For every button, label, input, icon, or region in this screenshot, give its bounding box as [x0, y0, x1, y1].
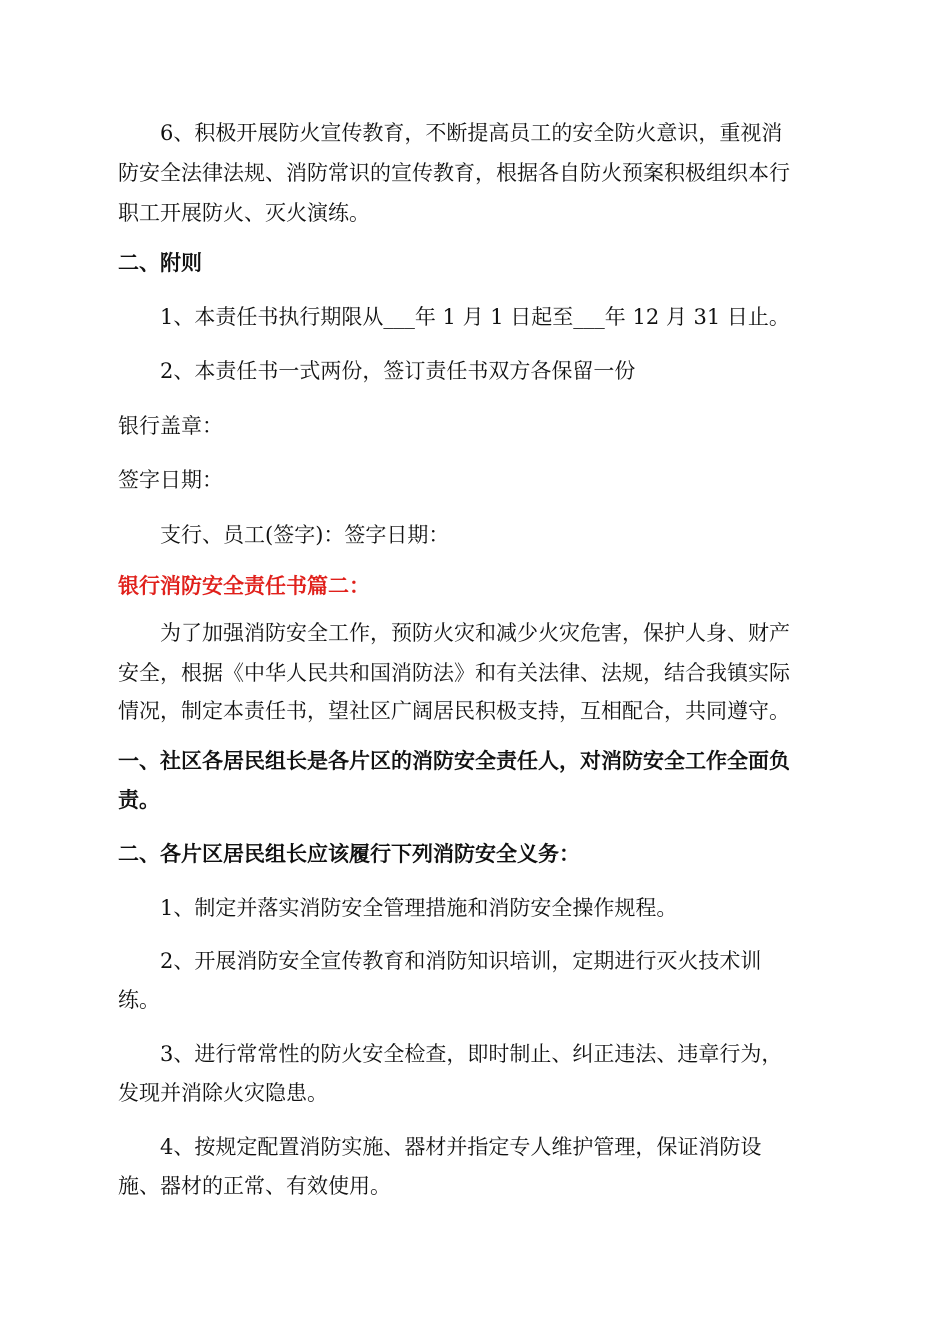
part-two-title: 银行消防安全责任书篇二：: [118, 574, 370, 598]
heading-appendix: 二、附则: [118, 251, 202, 275]
duty-item-3-line-1: 3、进行常常性的防火安全检查，即时制止、纠正违法、违章行为，: [160, 1042, 783, 1066]
duty-item-2-line-1: 2、开展消防安全宣传教育和消防知识培训，定期进行灭火技术训: [160, 949, 762, 973]
branch-sign-label: 支行、员工(签字)：签字日期：: [160, 523, 450, 547]
sign-date-label: 签字日期：: [118, 468, 223, 492]
duty-item-2-line-2: 练。: [118, 988, 160, 1012]
duty-item-4-line-2: 施、器材的正常、有效使用。: [118, 1174, 391, 1198]
bank-seal-label: 银行盖章：: [118, 414, 223, 438]
duty-item-1: 1、制定并落实消防安全管理措施和消防安全操作规程。: [160, 896, 678, 920]
paragraph-6-line-3: 职工开展防火、灭火演练。: [118, 201, 370, 225]
duty-item-3-line-2: 发现并消除火灾隐患。: [118, 1081, 328, 1105]
section-1-line-2: 责。: [118, 788, 160, 812]
duty-item-4-line-1: 4、按规定配置消防实施、器材并指定专人维护管理，保证消防设: [160, 1135, 762, 1159]
paragraph-6-line-2: 防安全法律法规、消防常识的宣传教育，根据各自防火预案积极组织本行: [118, 161, 790, 185]
paragraph-6-line-1: 6、积极开展防火宣传教育，不断提高员工的安全防火意识，重视消: [160, 121, 783, 145]
appendix-item-2: 2、本责任书一式两份，签订责任书双方各保留一份: [160, 359, 636, 383]
section-2-heading: 二、各片区居民组长应该履行下列消防安全义务：: [118, 842, 580, 866]
section-1-line-1: 一、社区各居民组长是各片区的消防安全责任人，对消防安全工作全面负: [118, 749, 790, 773]
appendix-item-1: 1、本责任书执行期限从___年 1 月 1 日起至___年 12 月 31 日止。: [160, 305, 790, 329]
intro-line-3: 情况，制定本责任书，望社区广阔居民积极支持，互相配合，共同遵守。: [118, 699, 790, 723]
intro-line-2: 安全，根据《中华人民共和国消防法》和有关法律、法规，结合我镇实际: [118, 661, 790, 685]
intro-line-1: 为了加强消防安全工作，预防火灾和减少火灾危害，保护人身、财产: [160, 621, 790, 645]
